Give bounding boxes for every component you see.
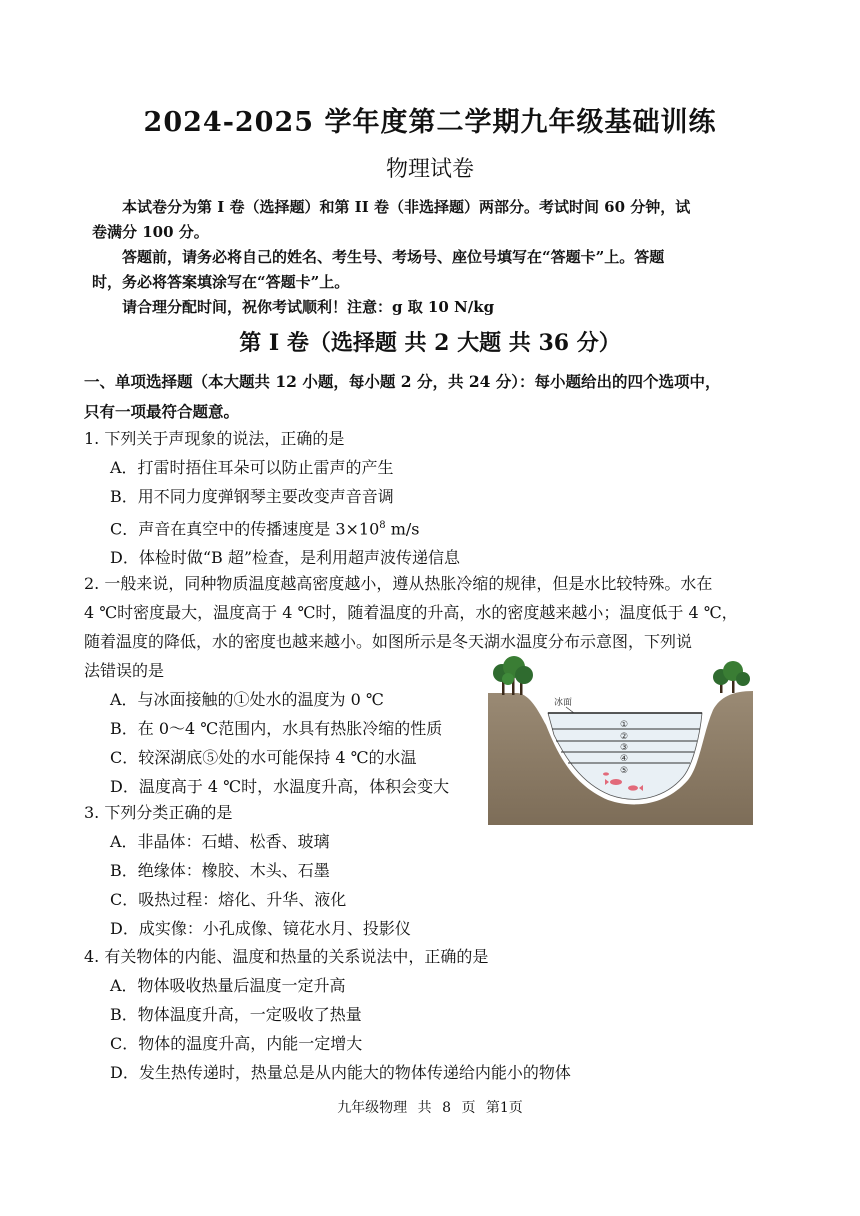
ice-label: 冰面 [554, 698, 573, 708]
question-stem: 4. 有关物体的内能、温度和热量的关系说法中，正确的是 [84, 947, 489, 966]
option-a: A．打雷时捂住耳朵可以防止雷声的产生 [110, 458, 394, 477]
option-a: A．非晶体：石蜡、松香、玻璃 [110, 832, 330, 851]
option-b: B．在 0～4 ℃范围内，水具有热胀冷缩的性质 [110, 719, 443, 738]
option-c: C．物体的温度升高，内能一定增大 [110, 1034, 363, 1053]
question-4 [84, 942, 774, 1087]
option-a: A．与冰面接触的①处水的温度为 0 ℃ [110, 690, 384, 709]
question-stem-line: 2. 一般来说，同种物质温度越高密度越小，遵从热胀冷缩的规律，但是水比较特殊。水在 [84, 574, 713, 593]
question-stem: 1. 下列关于声现象的说法，正确的是 [84, 429, 345, 448]
instruction-line: 卷满分 100 分。 [92, 223, 209, 241]
unit: m/s [385, 519, 420, 539]
layer-label: ⑤ [620, 766, 629, 776]
part-heading [84, 367, 774, 427]
part-heading-line: 只有一项最符合题意。 [84, 402, 240, 421]
exam-subtitle: 物理试卷 [385, 157, 474, 182]
exponent: 8 [379, 520, 386, 531]
option-a: A．物体吸收热量后温度一定升高 [110, 976, 346, 995]
question-stem-line: 法错误的是 [84, 661, 165, 680]
page-footer: 九年级物理 共 8 页 第1页 [337, 1100, 523, 1116]
option-c [84, 511, 774, 543]
exam-title: 2024-2025 学年度第二学期九年级基础训练 [143, 107, 717, 138]
layer-label: ④ [620, 754, 629, 764]
tree-icon [493, 656, 533, 695]
option-b: B．用不同力度弹钢琴主要改变声音音调 [110, 487, 394, 506]
option-d: D．温度高于 4 ℃时，水温度升高，体积会变大 [110, 777, 450, 796]
question-3 [84, 798, 774, 943]
instruction-line: 本试卷分为第 I 卷（选择题）和第 II 卷（非选择题）两部分。考试时间 60 分钟，试 [122, 198, 691, 216]
part-heading-line: 一、单项选择题（本大题共 12 小题，每小题 2 分，共 24 分）：每小题给出的四个选项中， [84, 372, 721, 391]
question-stem-line: 4 ℃时密度最大，温度高于 4 ℃时，随着温度的升高，水的密度越来越小；温度低于 4 ℃， [84, 603, 738, 622]
question-stem-line: 随着温度的降低，水的密度也越来越小。如图所示是冬天湖水温度分布示意图，下列说 [84, 632, 693, 651]
option-c: C．较深湖底⑤处的水可能保持 4 ℃的水温 [110, 748, 417, 767]
layer-label: ② [620, 732, 629, 742]
question-1 [84, 424, 774, 572]
option-d: D．体检时做“B 超”检查，是利用超声波传递信息 [110, 548, 461, 568]
option-c-text: C．声音在真空中的传播速度是 3×10 [110, 519, 380, 539]
instruction-line: 时，务必将答案填涂写在“答题卡”上。 [92, 273, 350, 291]
option-d: D．成实像：小孔成像、镜花水月、投影仪 [110, 919, 411, 938]
option-d: D．发生热传递时，热量总是从内能大的物体传递给内能小的物体 [110, 1063, 571, 1082]
section-title: 第 I 卷（选择题 共 2 大题 共 36 分） [239, 330, 621, 356]
instructions [92, 195, 772, 320]
layer-label: ① [620, 720, 629, 730]
option-c: C．吸热过程：熔化、升华、液化 [110, 890, 347, 909]
tree-icon [713, 661, 750, 693]
instruction-line: 答题前，请务必将自己的姓名、考生号、考场号、座位号填写在“答题卡”上。答题 [122, 248, 665, 266]
option-b: B．物体温度升高，一定吸收了热量 [110, 1005, 362, 1024]
question-stem: 3. 下列分类正确的是 [84, 803, 233, 822]
option-b: B．绝缘体：橡胶、木头、石墨 [110, 861, 330, 880]
layer-label: ③ [620, 743, 629, 753]
instruction-line: 请合理分配时间，祝你考试顺利！注意：g 取 10 N/kg [122, 298, 495, 316]
